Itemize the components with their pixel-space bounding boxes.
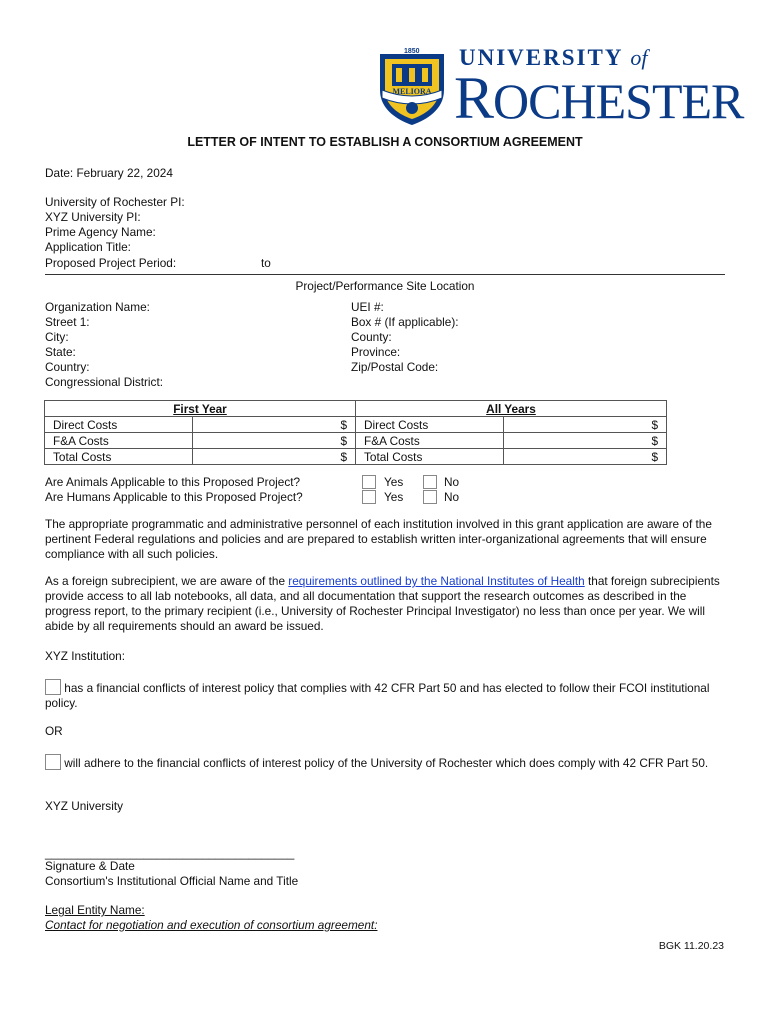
xyz-pi-label: XYZ University PI: xyxy=(45,210,141,224)
animals-question: Are Animals Applicable to this Proposed Project? xyxy=(45,475,301,489)
cost-label: Direct Costs xyxy=(356,417,504,433)
logo-university-text: UNIVERSITY of xyxy=(459,45,648,70)
cost-value[interactable]: $ xyxy=(193,417,356,433)
signature-line: ______________________________________ xyxy=(45,846,295,860)
foreign-subrecipient-paragraph: As a foreign subrecipient, we are aware of the requirements outlined by the National Institutes of Health that foreign subrecipients provide access to all lab notebooks, all data, and all documentation that support the research outcomes as described in the progress report, to the primary recipient (i.e., University of Rochester Principal Investigator) no less than once per year. We will abide by all requirements should an award be issued. xyxy=(45,574,720,633)
legal-entity-label: Legal Entity Name: xyxy=(45,903,145,917)
cost-value[interactable]: $ xyxy=(193,433,356,449)
seal-year: 1850 xyxy=(404,48,420,55)
fcoi-ur-policy-checkbox[interactable] xyxy=(45,754,61,770)
contact-label: Contact for negotiation and execution of consortium agreement: xyxy=(45,918,378,932)
cost-label: Direct Costs xyxy=(45,417,193,433)
table-row xyxy=(45,449,356,465)
cost-value[interactable]: $ xyxy=(504,417,667,433)
animals-yes-label: Yes xyxy=(384,475,404,489)
university-logo xyxy=(376,45,744,131)
humans-question: Are Humans Applicable to this Proposed Project? xyxy=(45,490,303,504)
humans-yes-label: Yes xyxy=(384,490,404,504)
all-years-header: All Years xyxy=(356,401,667,417)
logo-rochester-text: ROCHESTER xyxy=(454,65,744,131)
table-row xyxy=(356,417,667,433)
table-row xyxy=(45,433,356,449)
cost-label: Total Costs xyxy=(356,449,504,465)
humans-no-checkbox[interactable] xyxy=(423,490,437,504)
organization-name-label: Organization Name: xyxy=(45,300,150,314)
official-name-label: Consortium's Institutional Official Name and Title xyxy=(45,874,299,888)
state-label: State: xyxy=(45,345,76,359)
project-period-label: Proposed Project Period: xyxy=(45,256,177,270)
box-label: Box # (If applicable): xyxy=(351,315,459,329)
fcoi-option-2: will adhere to the financial conflicts of interest policy of the University of Rochester which does comply with 42 CFR Part 50. xyxy=(45,754,725,771)
humans-yes-checkbox[interactable] xyxy=(362,490,376,504)
cost-label: Total Costs xyxy=(45,449,193,465)
nih-requirements-link[interactable]: requirements outlined by the National Institutes of Health xyxy=(288,574,585,588)
xyz-university-label: XYZ University xyxy=(45,799,124,813)
site-heading: Project/Performance Site Location xyxy=(295,279,475,293)
table-row xyxy=(356,433,667,449)
cost-value[interactable]: $ xyxy=(504,449,667,465)
first-year-header: First Year xyxy=(45,401,356,417)
county-label: County: xyxy=(351,330,392,344)
uei-label: UEI #: xyxy=(351,300,384,314)
date-line: Date: February 22, 2024 xyxy=(45,166,173,180)
ur-pi-label: University of Rochester PI: xyxy=(45,195,185,209)
province-label: Province: xyxy=(351,345,401,359)
first-year-costs-table xyxy=(44,400,356,465)
animals-no-label: No xyxy=(444,475,460,489)
fcoi-option-1: has a financial conflicts of interest policy that complies with 42 CFR Part 50 and has elected to follow their FCOI institutional policy. xyxy=(45,681,710,710)
cost-label: F&A Costs xyxy=(45,433,193,449)
cost-label: F&A Costs xyxy=(356,433,504,449)
congressional-district-label: Congressional District: xyxy=(45,375,164,389)
animals-yes-checkbox[interactable] xyxy=(362,475,376,489)
fcoi-own-policy-checkbox[interactable] xyxy=(45,679,61,695)
cost-value[interactable]: $ xyxy=(193,449,356,465)
humans-no-label: No xyxy=(444,490,460,504)
cost-value[interactable]: $ xyxy=(504,433,667,449)
application-title-label: Application Title: xyxy=(45,240,131,254)
or-label: OR xyxy=(45,724,63,738)
footer-code: BGK 11.20.23 xyxy=(658,940,724,952)
city-label: City: xyxy=(45,330,69,344)
table-row xyxy=(45,417,356,433)
signature-date-label: Signature & Date xyxy=(45,859,135,873)
seal-motto: MELIORA xyxy=(392,87,432,96)
compliance-paragraph: The appropriate programmatic and administrative personnel of each institution involved in this grant application are aware of the pertinent Federal regulations and policies and are prepared to establish written inter-organizational agreements that will ensure compliance with all such policies. xyxy=(45,517,712,561)
xyz-institution-label: XYZ Institution: xyxy=(45,649,125,663)
section-divider xyxy=(45,274,725,275)
all-years-costs-table xyxy=(355,400,667,465)
country-label: Country: xyxy=(45,360,90,374)
period-to-label: to xyxy=(261,256,271,270)
animals-no-checkbox[interactable] xyxy=(423,475,437,489)
street-label: Street 1: xyxy=(45,315,90,329)
prime-agency-label: Prime Agency Name: xyxy=(45,225,156,239)
zip-label: Zip/Postal Code: xyxy=(351,360,439,374)
table-row xyxy=(356,449,667,465)
document-title: LETTER OF INTENT TO ESTABLISH A CONSORTIUM AGREEMENT xyxy=(187,135,583,149)
